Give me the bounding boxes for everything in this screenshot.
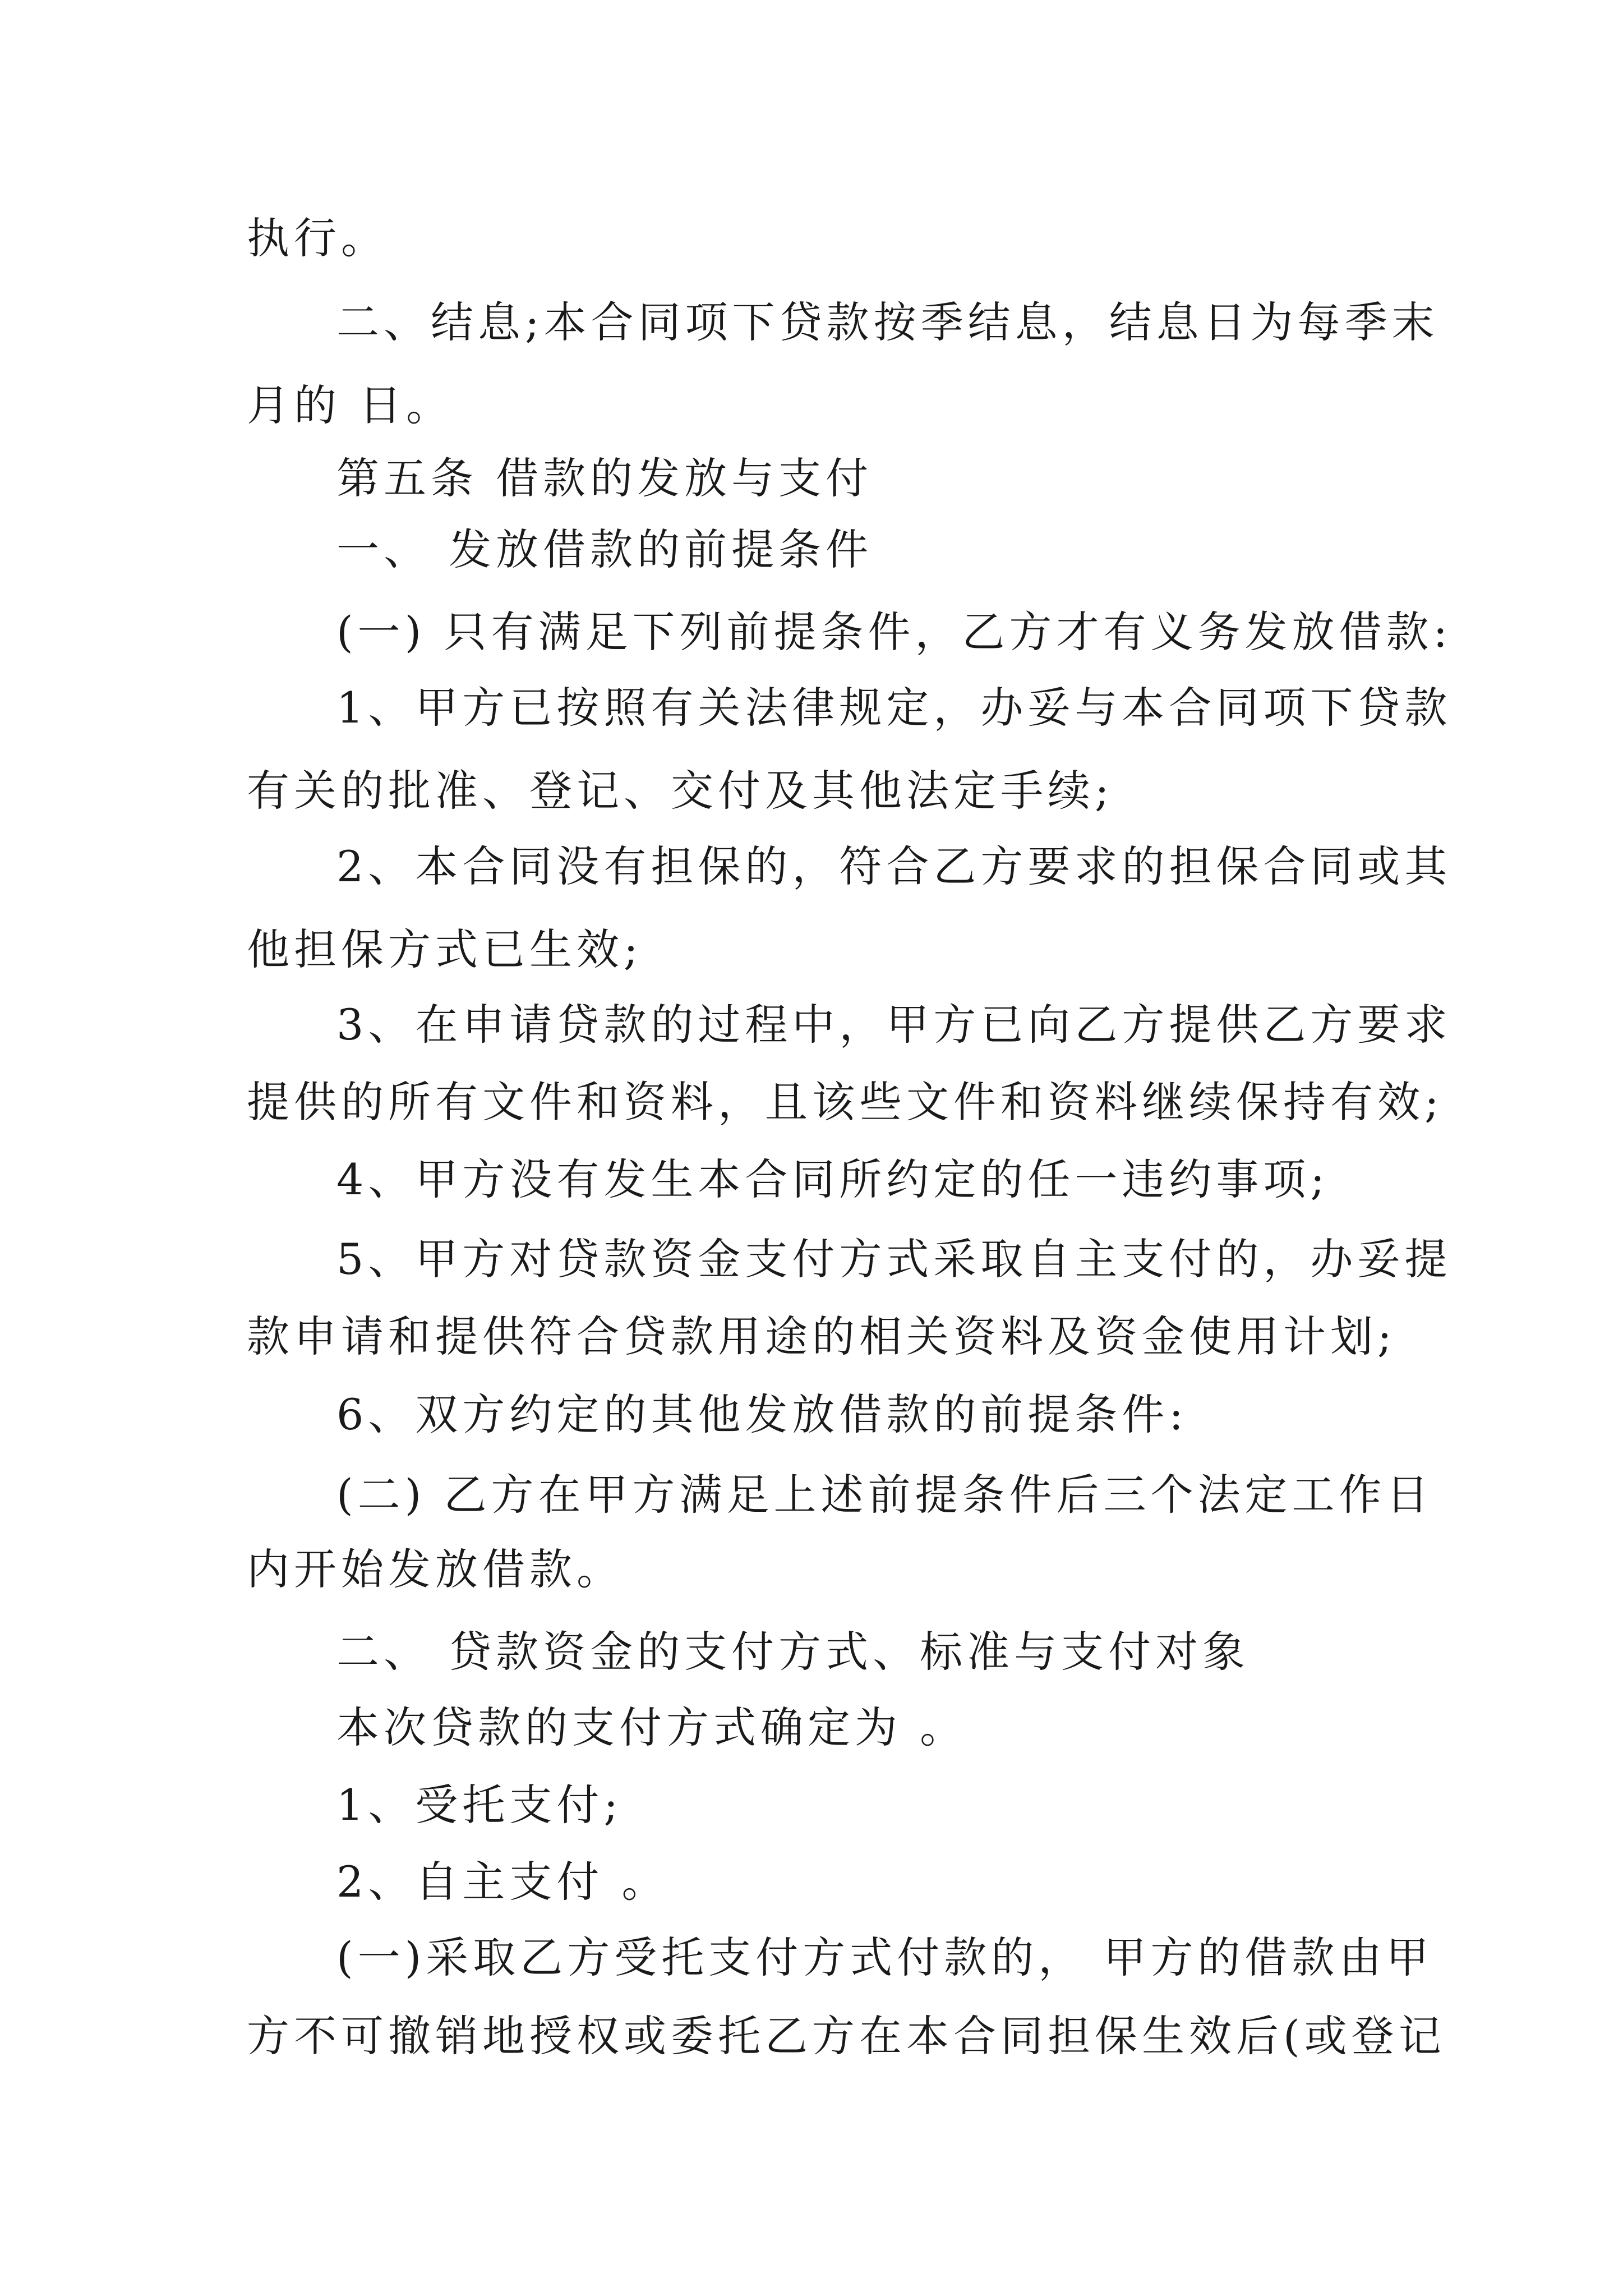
subsection-heading: 一、 发放借款的前提条件 [336,524,873,574]
text-line: 款申请和提供符合贷款用途的相关资料及资金使用计划; [247,1312,1396,1361]
text-line: 他担保方式已生效; [247,924,643,974]
text-line: 本次贷款的支付方式确定为 。 [336,1703,967,1752]
section-heading: 第五条 借款的发放与支付 [336,453,873,503]
text-line: 执行。 [247,213,388,263]
text-line: 5、甲方对贷款资金支付方式采取自主支付的，办妥提 [336,1234,1452,1284]
text-line: 提供的所有文件和资料，且该些文件和资料继续保持有效; [247,1077,1444,1127]
text-line: 3、在申请贷款的过程中，甲方已向乙方提供乙方要求 [336,1000,1452,1050]
subsection-heading: 二、 贷款资金的支付方式、标准与支付对象 [336,1627,1250,1677]
text-line: (一) 只有满足下列前提条件，乙方才有义务发放借款: [336,607,1453,657]
text-line: 二、结息;本合同项下贷款按季结息，结息日为每季末 [336,297,1439,347]
text-line: 月的 日。 [247,380,454,430]
text-line: 1、甲方已按照有关法律规定，办妥与本合同项下贷款 [336,683,1452,733]
text-line: (二) 乙方在甲方满足上述前提条件后三个法定工作日 [336,1470,1433,1520]
text-line: 6、双方约定的其他发放借款的前提条件: [336,1389,1188,1439]
text-line: (一)采取乙方受托支付方式付款的， 甲方的借款由甲 [336,1932,1433,1982]
text-line: 内开始发放借款。 [247,1544,624,1594]
text-line: 1、受托支付; [336,1780,623,1830]
text-line: 有关的批准、登记、交付及其他法定手续; [247,766,1114,816]
text-line: 4、甲方没有发生本合同所约定的任一违约事项; [336,1154,1329,1204]
text-line: 2、自主支付 。 [336,1857,669,1907]
text-line: 方不可撤销地授权或委托乙方在本合同担保生效后(或登记 [247,2011,1446,2061]
text-line: 2、本合同没有担保的，符合乙方要求的担保合同或其 [336,841,1452,891]
